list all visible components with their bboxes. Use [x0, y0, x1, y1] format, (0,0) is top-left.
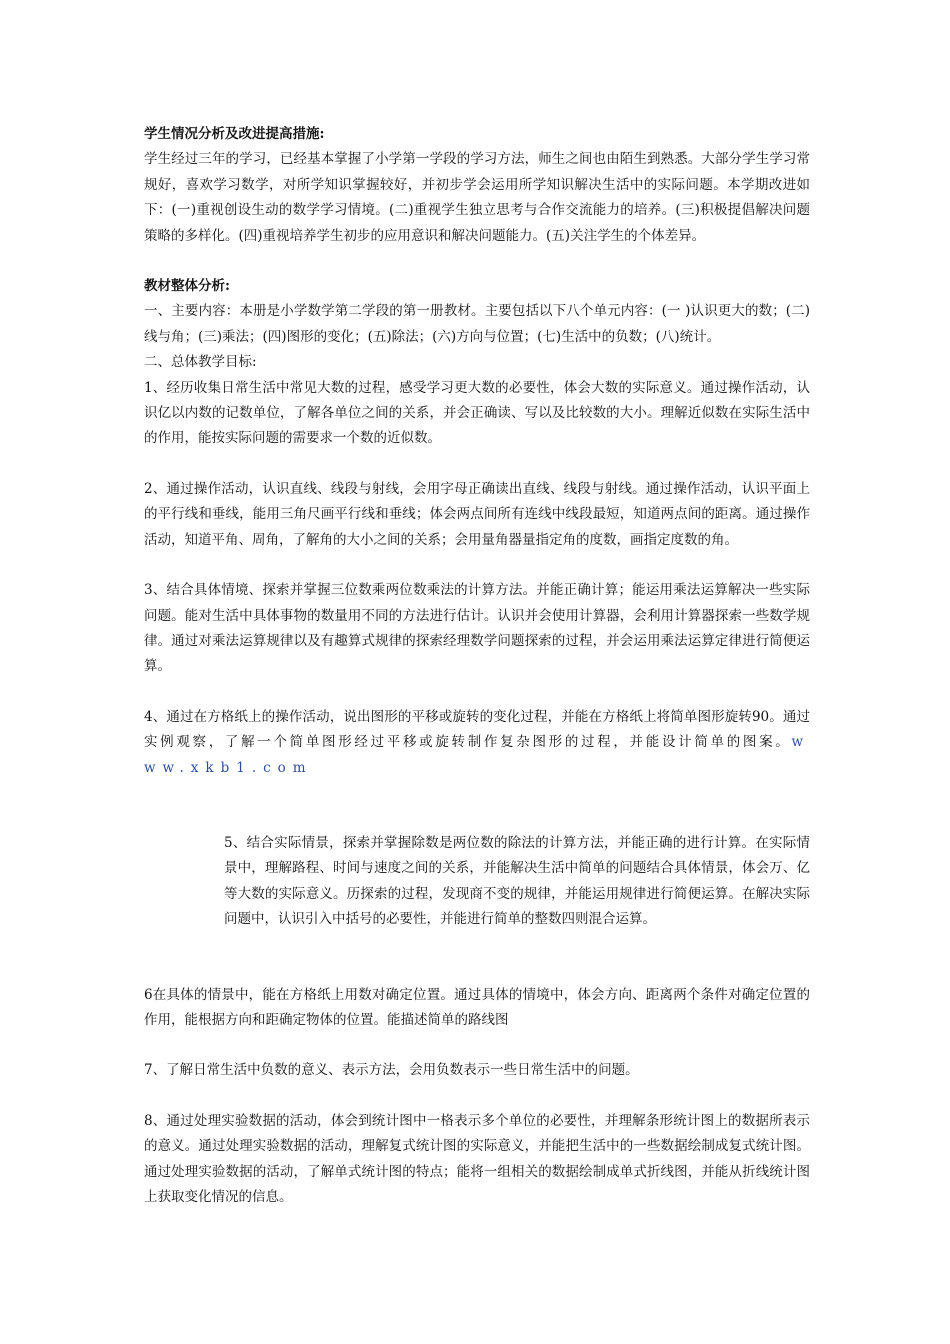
goal-4-text: 4、通过在方格纸上的操作活动，说出图形的平移或旋转的变化过程，并能在方格纸上将简单图形旋转90。通过实例观察，了解一个简单图形经过平移或旋转制作复杂图形的过程，并能设计简单的图案。 — [144, 708, 810, 751]
spacer — [144, 1084, 810, 1109]
goal-8-paragraph: 8、通过处理实验数据的活动，体会到统计图中一格表示多个单位的必要性，并理解条形统计图上的数据所表示的意义。通过处理实验数据的活动，理解复式统计图的实际意义，并能把生活中的一些数据绘制成复式统计图。通过处理实验数据的活动，了解单式统计图的特点；能将一组相关的数据绘制成单式折线图，并能从折线统计图上获取变化情况的信息。 — [144, 1112, 810, 1205]
spacer — [144, 553, 810, 578]
spacer — [144, 680, 810, 705]
website-link[interactable]: w ww.xkb1.com — [144, 734, 810, 776]
goal-3-paragraph: 3、结合具体情境、探索并掌握三位数乘两位数乘法的计算方法。并能正确计算；能运用乘法运算解决一些实际问题。能对生活中具体事物的数量用不同的方法进行估计。认识并会使用计算器，会利用计算器探索一些数学规律。通过对乘法运算规律以及有趣算式规律的探索经理数学问题探索的过程，并会运用乘法运算定律进行简便运算。 — [144, 582, 810, 675]
goal-1-paragraph: 1、经历收集日常生活中常见大数的过程，感受学习更大数的必要性，体会大数的实际意义。通过操作活动，认识亿以内数的记数单位，了解各单位之间的关系，并会正确读、写以及比较数的大小。理解近似数在实际生活中的作用，能按实际问题的需要求一个数的近似数。 — [144, 379, 810, 447]
document-page — [144, 122, 810, 1210]
goal-7-paragraph: 7、了解日常生活中负数的意义、表示方法，会用负数表示一些日常生活中的问题。 — [144, 1062, 639, 1079]
goals-title: 二、总体教学目标: — [144, 354, 257, 371]
student-analysis-paragraph: 学生经过三年的学习，已经基本掌握了小学第一学段的学习方法，师生之间也由陌生到熟悉。大部分学生学习常规好，喜欢学习数学，对所学知识掌握较好，并初步学会运用所学知识解决生活中的实际问题。本学期改进如下：(一)重视创设生动的数学学习情境。(二)重视学生独立思考与合作交流能力的培养。(三)积极提倡解决问题策略的多样化。(四)重视培养学生初步的应用意识和解决问题能力。(五)关注学生的个体差异。 — [144, 151, 810, 244]
spacer — [144, 452, 810, 477]
section-heading-textbook-analysis: 教材整体分析: — [144, 278, 230, 295]
goal-6-paragraph: 6在具体的情景中，能在方格纸上用数对确定位置。通过具体的情境中，体会方向、距离两个条件对确定位置的作用，能根据方向和距确定物体的位置。能描述简单的路线图 — [144, 986, 810, 1028]
section-heading-student-analysis: 学生情况分析及改进提高措施: — [144, 126, 325, 142]
main-content-paragraph: 一、主要内容：本册是小学数学第二学段的第一册教材。主要包括以下八个单元内容：(一 )认识更大的数；(二)线与角；(三)乘法；(四)图形的变化；(五)除法；(六)方向与位置；(七)生活中的负数；(八)统计。 — [144, 303, 810, 345]
goal-2-paragraph: 2、通过操作活动，认识直线、线段与射线，会用字母正确读出直线、线段与射线。通过操作活动，认识平面上的平行线和垂线，能用三角尺画平行线和垂线；体会两点间所有连线中线段最短，知道两点间的距离。通过操作活动，知道平角、周角，了解角的大小之间的关系；会用量角器量指定角的度数，画指定度数的角。 — [144, 480, 810, 548]
spacer — [144, 1033, 810, 1058]
spacer — [144, 933, 810, 983]
goal-5-paragraph: 5、结合实际情景，探索并掌握除数是两位数的除法的计算方法，并能正确的进行计算。在实际情景中，理解路程、时间与速度之间的关系，并能解决生活中简单的问题结合具体情景，体会万、亿等大数的实际意义。历探索的过程，发现商不变的规律，并能运用规律进行简便运算。在解决实际问题中，认识引入中括号的必要性，并能进行简单的整数四则混合运算。 — [224, 834, 810, 928]
spacer — [144, 249, 810, 274]
goal-4-paragraph — [144, 705, 810, 781]
spacer — [144, 781, 810, 831]
